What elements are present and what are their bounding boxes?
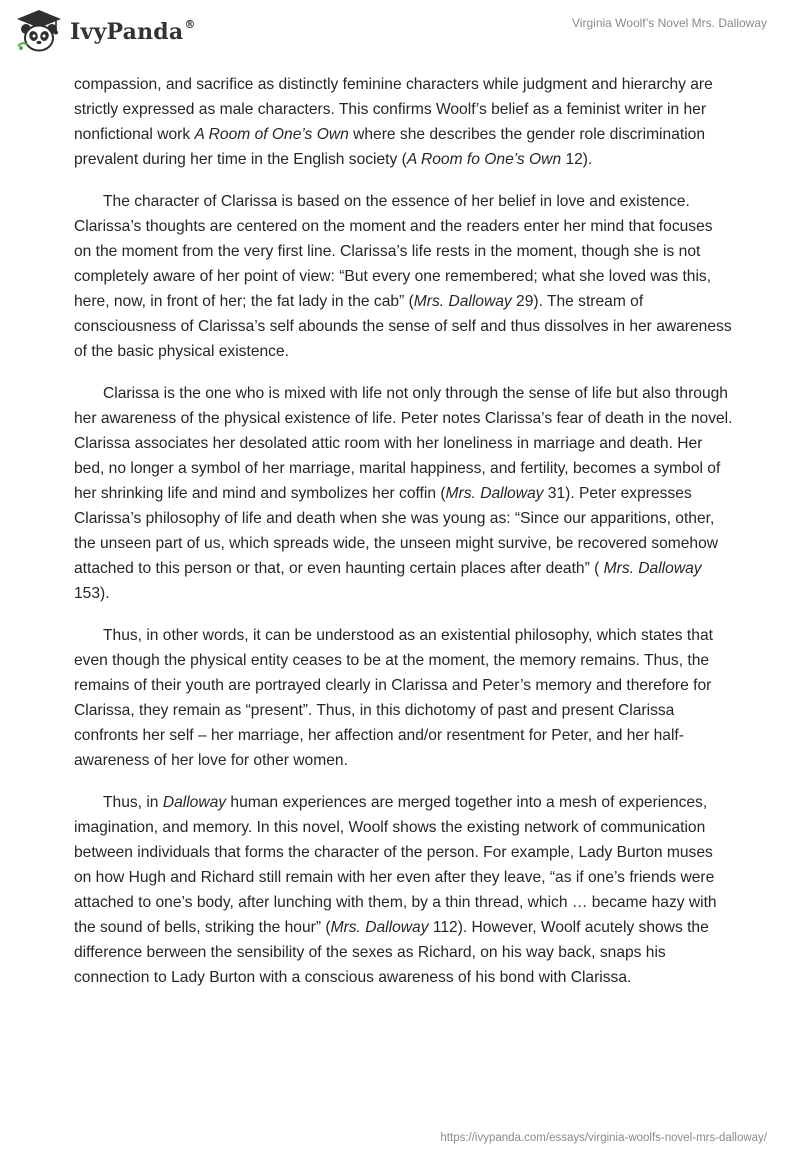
text-run: Clarissa is the one who is mixed with life not only through the sense of life but also through her awareness of the physical existence of life. Peter notes Clarissa’s fear of death in the novel. Clarissa associates her desolated attic room with her loneliness in marriage and death. Her bed, no longer a symbol of her marriage, marital happiness, and fertility, becomes a symbol of her shrinking life and mind and symbolizes her coffin ( (74, 385, 733, 502)
body-paragraph (74, 72, 734, 172)
text-run: Thus, in other words, it can be understood as an existential philosophy, which states that even though the physical entity ceases to be at the moment, the memory remains. Thus, the remains of their youth are portrayed clearly in Clarissa and Peter’s memory and therefore for Clarissa, they remain as “present”. Thus, in this dichotomy of past and present Clarissa confronts her self – her marriage, her affection and/or resentment for Peter, and her half-awareness of her love for other women. (74, 627, 713, 769)
essay-body (74, 72, 734, 1007)
text-run: 12). (561, 151, 593, 168)
page-header (0, 0, 800, 70)
text-run: where she describes the gender role discrimination prevalent during her time in the English society ( (74, 126, 706, 168)
source-url[interactable]: https://ivypanda.com/essays/virginia-woolfs-novel-mrs-dalloway/ (440, 1132, 767, 1144)
text-run: human experiences are merged together into a mesh of experiences, imagination, and memory. In this novel, Woolf shows the existing network of communication between individuals that forms the character of the person. For example, Lady Burton muses on how Hugh and Richard still remain with her even after they leave, “as if one’s friends were attached to one’s body, after lunching with them, by a thin thread, which … became hazy with the sound of bells, striking the hour” ( (74, 794, 717, 936)
text-run: The character of Clarissa is based on the essence of her belief in love and existence. Clarissa’s thoughts are centered on the moment and the readers enter her mind that focuses on the moment from the very first line. Clarissa’s life rests in the moment, though she is not completely aware of her point of view: “But every one remembered; what she loved was this, here, now, in front of her; the fat lady in the cab” ( (74, 193, 713, 310)
italic-title: A Room of One’s Own (194, 126, 349, 143)
body-paragraph (74, 623, 734, 773)
panda-graduate-icon (14, 8, 64, 54)
italic-title: Mrs. Dalloway (603, 560, 702, 577)
italic-title: A Room fo One’s Own (406, 151, 562, 168)
body-paragraph (74, 790, 734, 990)
text-run: compassion, and sacrifice as distinctly feminine characters while judgment and hierarchy are strictly expressed as male characters. This confirms Woolf’s belief as a feminist writer in her nonfictional work (74, 76, 713, 143)
ivypanda-logo[interactable] (14, 8, 196, 54)
body-paragraph (74, 381, 734, 606)
brand-name: IvyPanda® (70, 17, 196, 45)
document-title: Virginia Woolf’s Novel Mrs. Dalloway (572, 16, 767, 30)
text-run: Thus, in (103, 794, 163, 811)
body-paragraph (74, 189, 734, 364)
text-run: 29). The stream of consciousness of Clarissa’s self abounds the sense of self and thus dissolves in her awareness of the basic physical existence. (74, 293, 732, 360)
italic-title: Mrs. Dalloway (413, 293, 512, 310)
text-run: 112). However, Woolf acutely shows the difference berween the sensibility of the sexes as Richard, on his way back, snaps his connection to Lady Burton with a conscious awareness of his bond with Clarissa. (74, 919, 709, 986)
text-run: 153). (74, 585, 110, 602)
italic-title: Mrs. Dalloway (330, 919, 429, 936)
italic-title: Mrs. Dalloway (445, 485, 544, 502)
italic-title: Dalloway (162, 794, 227, 811)
text-run: 31). Peter expresses Clarissa’s philosophy of life and death when she was young as: “Since our apparitions, other, the unseen part of us, which spreads wide, the unseen might survive, be recovered somehow attached to this person or that, or even haunting certain places after death” ( (74, 485, 719, 577)
